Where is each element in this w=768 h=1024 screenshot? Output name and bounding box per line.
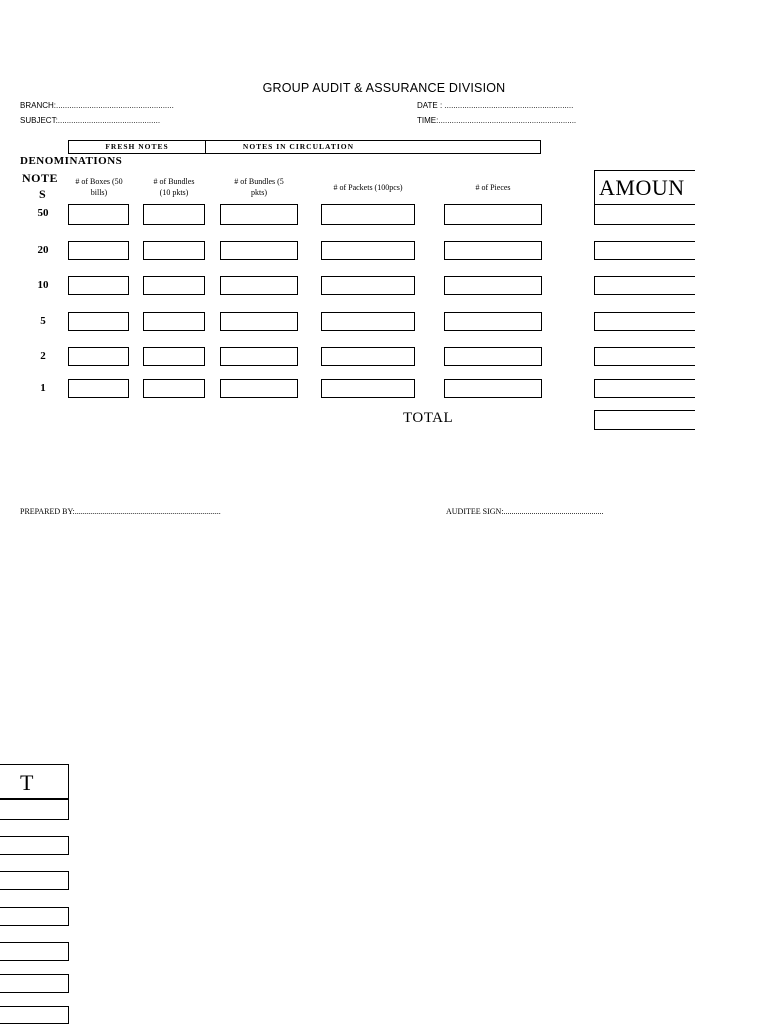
count-input-cell[interactable]	[143, 379, 205, 398]
count-input-cell[interactable]	[444, 204, 542, 225]
count-input-cell[interactable]	[321, 276, 415, 295]
count-input-cell[interactable]	[220, 379, 298, 398]
count-input-cell[interactable]	[444, 241, 542, 260]
column-header-line: bills)	[90, 188, 108, 197]
amount-overflow-header-box	[0, 764, 69, 799]
amount-overflow-cell[interactable]	[0, 836, 69, 855]
subject-field[interactable]: ..............................................	[57, 116, 161, 125]
count-input-cell[interactable]	[321, 204, 415, 225]
count-input-cell[interactable]	[444, 379, 542, 398]
count-input-cell[interactable]	[220, 312, 298, 331]
count-input-cell[interactable]	[68, 347, 129, 366]
amount-input-cell[interactable]	[594, 347, 695, 366]
count-input-cell[interactable]	[220, 241, 298, 260]
amount-input-cell[interactable]	[594, 276, 695, 295]
column-header-bundles-10	[140, 176, 208, 198]
count-input-cell[interactable]	[143, 241, 205, 260]
denomination-label: 5	[40, 315, 46, 327]
notes-in-circulation-header: NOTES IN CIRCULATION	[242, 142, 355, 151]
total-label: TOTAL	[403, 410, 454, 426]
amount-input-cell[interactable]	[594, 241, 695, 260]
count-input-cell[interactable]	[321, 347, 415, 366]
denomination-label: 1	[40, 382, 46, 394]
notes-label-line1: NOTE	[22, 171, 59, 185]
column-header-packets	[318, 182, 418, 193]
amount-overflow-cell[interactable]	[0, 907, 69, 926]
branch-row	[20, 101, 174, 110]
count-input-cell[interactable]	[220, 347, 298, 366]
date-row	[417, 101, 573, 110]
count-input-cell[interactable]	[444, 347, 542, 366]
column-header-boxes	[63, 176, 135, 198]
column-header-line: # of Pieces	[475, 183, 511, 192]
denomination-label: 10	[37, 279, 49, 291]
branch-field[interactable]: .....................................................	[56, 101, 174, 110]
amount-overflow-cell[interactable]	[0, 871, 69, 890]
amount-header-box	[594, 170, 695, 205]
notes-label-line2: S	[39, 187, 46, 201]
column-header-line: pkts)	[251, 188, 267, 197]
count-input-cell[interactable]	[321, 312, 415, 331]
total-amount-field[interactable]	[594, 410, 695, 430]
count-input-cell[interactable]	[143, 204, 205, 225]
column-header-line: # of Bundles	[153, 177, 195, 186]
denomination-label: 2	[40, 350, 46, 362]
amount-input-cell[interactable]	[594, 204, 695, 225]
count-input-cell[interactable]	[321, 379, 415, 398]
count-input-cell[interactable]	[321, 241, 415, 260]
column-header-line: # of Bundles (5	[234, 177, 284, 186]
amount-overflow-cell[interactable]	[0, 799, 69, 820]
time-row	[417, 116, 576, 125]
count-input-cell[interactable]	[68, 312, 129, 331]
time-field[interactable]: ..............................................................	[438, 116, 577, 125]
amount-overflow-label: T	[20, 770, 34, 795]
fresh-notes-header: FRESH NOTES	[105, 142, 169, 151]
denominations-label: DENOMINATIONS	[20, 155, 123, 167]
count-input-cell[interactable]	[143, 312, 205, 331]
count-input-cell[interactable]	[68, 379, 129, 398]
page-title: GROUP AUDIT & ASSURANCE DIVISION	[262, 81, 506, 95]
column-header-pieces	[444, 182, 542, 193]
denomination-label: 20	[37, 244, 49, 256]
amount-overflow-cell[interactable]	[0, 942, 69, 961]
denomination-label: 50	[37, 207, 49, 219]
count-input-cell[interactable]	[444, 312, 542, 331]
time-label: TIME:	[417, 116, 439, 125]
count-input-cell[interactable]	[220, 204, 298, 225]
auditee-sign-field[interactable]: ..................................................	[503, 507, 604, 516]
amount-overflow-cell[interactable]	[0, 1006, 69, 1024]
subject-label: SUBJECT:	[20, 116, 58, 125]
count-input-cell[interactable]	[68, 241, 129, 260]
amount-input-cell[interactable]	[594, 312, 695, 331]
column-header-line: # of Packets (100pcs)	[333, 183, 403, 192]
date-label: DATE :	[417, 101, 443, 110]
amount-overflow-cell[interactable]	[0, 974, 69, 993]
column-header-line: (10 pkts)	[159, 188, 189, 197]
count-input-cell[interactable]	[143, 276, 205, 295]
date-field[interactable]: ..........................................................	[442, 101, 574, 110]
amount-input-cell[interactable]	[594, 379, 695, 398]
section-header-bar	[68, 140, 541, 154]
column-header-bundles-5	[220, 176, 298, 198]
count-input-cell[interactable]	[68, 276, 129, 295]
count-input-cell[interactable]	[68, 204, 129, 225]
column-header-line: # of Boxes (50	[75, 177, 123, 186]
prepared-by-label: PREPARED BY:	[20, 507, 75, 516]
amount-header-label: AMOUN	[599, 175, 685, 200]
count-input-cell[interactable]	[220, 276, 298, 295]
prepared-by-field[interactable]: .........................................................................	[74, 507, 221, 516]
prepared-by-row	[20, 507, 221, 516]
count-input-cell[interactable]	[143, 347, 205, 366]
auditee-sign-row	[446, 507, 604, 516]
auditee-sign-label: AUDITEE SIGN:	[446, 507, 504, 516]
count-input-cell[interactable]	[444, 276, 542, 295]
subject-row	[20, 116, 160, 125]
branch-label: BRANCH:	[20, 101, 57, 110]
